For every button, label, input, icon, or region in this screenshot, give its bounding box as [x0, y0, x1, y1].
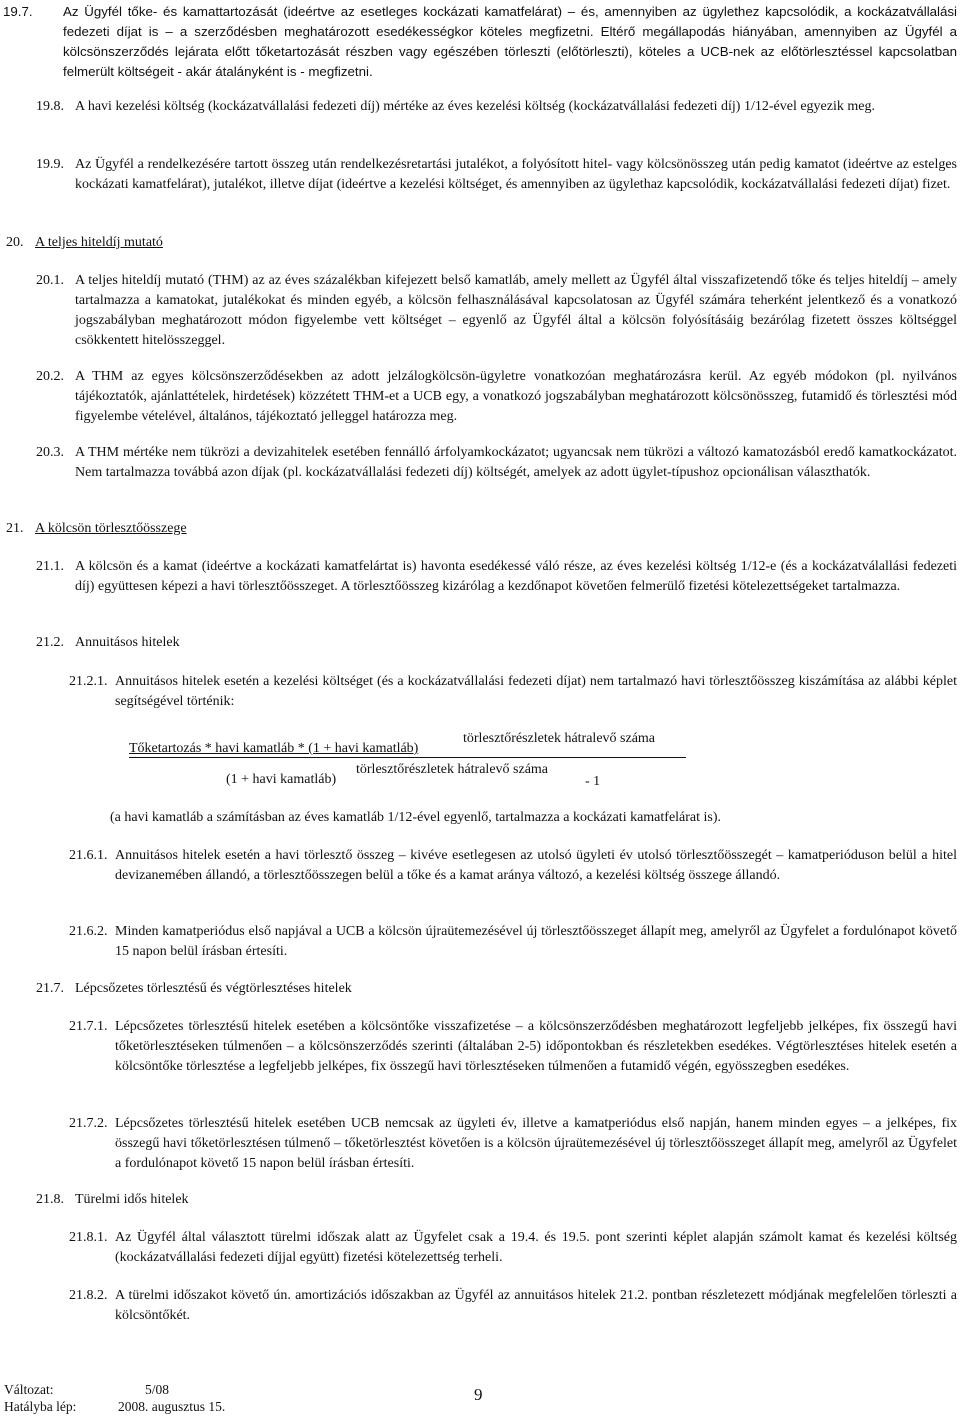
section-number: 19.8.: [36, 99, 64, 114]
section-text: Annuitásos hitelek esetén a kezelési költséget (és a kockázatvállalási fedezeti díjat) nem tartalmazó havi törlesztőösszeg kiszámítása az alábbi képlet segítségével történik:: [115, 674, 957, 709]
formula-numerator: Tőketartozás * havi kamatláb * (1 + havi kamatláb): [129, 741, 419, 756]
section-number: 21.8.2.: [69, 1288, 108, 1303]
heading-title: A kölcsön törlesztőösszege: [35, 521, 187, 536]
footer-effective-label: Hatályba lép:: [4, 1399, 77, 1414]
section-number: 21.8.1.: [69, 1230, 108, 1245]
heading-number: 20.: [6, 235, 24, 250]
section-number: 21.1.: [36, 559, 64, 574]
section-number: 21.6.1.: [69, 848, 108, 863]
formula-fraction-bar: [129, 757, 686, 758]
section-number: 21.2.1.: [69, 674, 108, 689]
section-number: 21.7.1.: [69, 1019, 108, 1034]
formula-denominator: (1 + havi kamatláb): [226, 772, 337, 787]
section-text: A THM mértéke nem tükrözi a devizahitelek esetében fennálló árfolyamkockázatot; ugyancsak nem tükrözi a változó kamatozásból eredő kamatkockázatot. Nem tartalmazza továbbá azon díjak (pl. kockázatvállalási fedezeti díj) költségét, amelyek az adott ügylet-típushoz opcionálisan választhatók.: [75, 445, 957, 480]
section-title: Türelmi idős hitelek: [75, 1192, 189, 1207]
section-text: A THM az egyes kölcsönszerződésekben az adott jelzálogkölcsön-ügyletre vonatkozóan meghatározásra kerül. Az egyéb módokon (pl. nyilvános tájékoztatók, ajánlattételek, hirdetések) közzétett THM-et a UCB egy, a vonatkozó jogszabályban meghatározott kölcsönösszeg, futamidő és törlesztési mód figyelembe vételével, általános, tájékoztató jelleggel határozza meg.: [75, 369, 957, 424]
formula-note: (a havi kamatláb a számításban az éves kamatláb 1/12-ével egyenlő, tartalmazza a kockázati kamatfelárat is).: [110, 810, 722, 825]
section-title: Annuitásos hitelek: [75, 635, 180, 650]
heading-title: A teljes hiteldíj mutató: [35, 235, 163, 250]
section-text: A kölcsön és a kamat (ideértve a kockázati kamatfelártat is) havonta esedékessé váló része, az éves kezelési költség 1/12-e (és a kockázatválallási fedezeti díj) együttesen képezi a havi törlesztőösszeget. A törlesztőösszeg kizárólag a kezdőnapot követően felmerülő fizetési kötelezettségeket tartalmazza.: [75, 559, 957, 594]
section-number: 20.1.: [36, 273, 64, 288]
section-text: A türelmi időszakot követő ún. amortizációs időszakban az Ügyfél az annuitásos hitelek 21.2. pontban részletezett módjának megfelelően törleszti a kölcsöntőkét.: [115, 1288, 957, 1323]
section-number: 21.6.2.: [69, 924, 108, 939]
section-text: Lépcsőzetes törlesztésű hitelek esetében a kölcsöntőke visszafizetése – a kölcsönszerződésben meghatározott legfeljebb jelképes, fix összegű havi tőketörlesztéseken túlmenően – a kölcsönszerződés szerinti (általában 2-5) időpontokban és részletekben esedékes. Végtörlesztéses hitelek esetén a kölcsöntőke törlesztése a legfeljebb jelképes, fix összegű havi törlesztéseken túlmenően a futamidő végén, egyösszegben esedékes.: [115, 1019, 957, 1074]
section-text: A teljes hiteldíj mutató (THM) az az éves százalékban kifejezett belső kamatláb, amely mellett az Ügyfél által visszafizetendő tőke és teljes hiteldíj – amely tartalmazza a kamatokat, jutalékokat és minden egyéb, a kölcsön felhasználásával kapcsolatosan az Ügyfél számára teherként jelentkező és a vonatkozó jogszabályban meghatározott módon figyelembe vett költséget – egyenlő az Ügyfél által a kölcsön folyósításáig bezárólag fizetett összes költséggel csökkentett hitelösszeggel.: [75, 273, 957, 348]
section-text: Minden kamatperiódus első napjával a UCB a kölcsön újraütemezésével új törlesztőösszeget állapít meg, amelyről az Ügyfelet a fordulónapot követő 15 napon belül írásban értesíti.: [115, 924, 957, 959]
section-number: 21.8.: [36, 1192, 64, 1207]
section-number: 20.3.: [36, 445, 64, 460]
section-number: 21.7.2.: [69, 1116, 108, 1131]
section-text: Az Ügyfél által választott türelmi időszak alatt az Ügyfelet csak a 19.4. és 19.5. pont szerinti képlet alapján számolt kamat és kezelési költség (kockázatvállalási fedezeti díjjal együtt) fizetési kötelezettség terheli.: [115, 1230, 957, 1265]
page-number: 9: [474, 1385, 483, 1404]
formula-denominator-exponent: törlesztőrészletek hátralevő száma: [356, 762, 549, 777]
section-text: A havi kezelési költség (kockázatvállalási fedezeti díj) mértéke az éves kezelési költség (kockázatvállalási fedezeti díj) 1/12-ével egyezik meg.: [75, 99, 875, 114]
section-text: Az Ügyfél a rendelkezésére tartott összeg után rendelkezésretartási jutalékot, a folyósított hitel- vagy kölcsönösszeg után pedig kamatot (ideértve az estelges kockázati kamatfelárat), jutalékot, illetve díjat (ideértve a kezelési költséget, és amennyiben az ügylethaz kapcsolódik, kockázatvállalási fedezeti díjat) fizet.: [75, 157, 957, 192]
section-number: 19.7.: [3, 4, 33, 19]
section-number: 20.2.: [36, 369, 64, 384]
heading-number: 21.: [6, 521, 24, 536]
footer-version-label: Változat:: [4, 1382, 54, 1397]
footer-version-value: 5/08: [145, 1382, 170, 1397]
footer-effective-value: 2008. augusztus 15.: [118, 1399, 226, 1414]
section-text: Annuitásos hitelek esetén a havi törlesztő összeg – kivéve esetlegesen az utolsó ügyleti év utolsó törlesztőösszegét – kamatperióduson belül a hitel devizanemében állandó, a törlesztőösszegen belül a tőke és a kamat aránya változó, a kezelési költség összege állandó.: [115, 848, 957, 883]
formula-numerator-exponent: törlesztőrészletek hátralevő száma: [463, 731, 656, 746]
section-number: 19.9.: [36, 157, 64, 172]
formula-minus-one: - 1: [585, 774, 601, 789]
section-title: Lépcsőzetes törlesztésű és végtörlesztéses hitelek: [75, 981, 352, 996]
section-text: Lépcsőzetes törlesztésű hitelek esetében UCB nemcsak az ügyleti év, illetve a kamatperiódus első napján, hanem minden egyes – a jelképes, fix összegű havi tőketörlesztésen túlmenő – tőketörlesztést követően is a kölcsön újraütemezésével új törlesztőösszeget állapít meg, amelyről az Ügyfelet a fordulónapot követő 15 napon belül írásban értesíti.: [115, 1116, 957, 1171]
section-number: 21.7.: [36, 981, 64, 996]
section-number: 21.2.: [36, 635, 64, 650]
section-text: Az Ügyfél tőke- és kamattartozását (ideértve az esetleges kockázati kamatfelárat) – és, amennyiben az ügylethez kapcsolódik, a kockázatvállalási fedezeti díjat is – a szerződésben meghatározott esedékességkor köteles megfizetni. Eltérő megállapodás hiányában, amennyiben az Ügyfél a kölcsönszerződés lejárata előtt tőketartozását részben vagy egészében törleszti (előtörleszti), köteles a UCB-nek az előtörlesztéssel kapcsolatban felmerült költségeit - akár átalányként is - megfizetni.: [63, 4, 957, 79]
